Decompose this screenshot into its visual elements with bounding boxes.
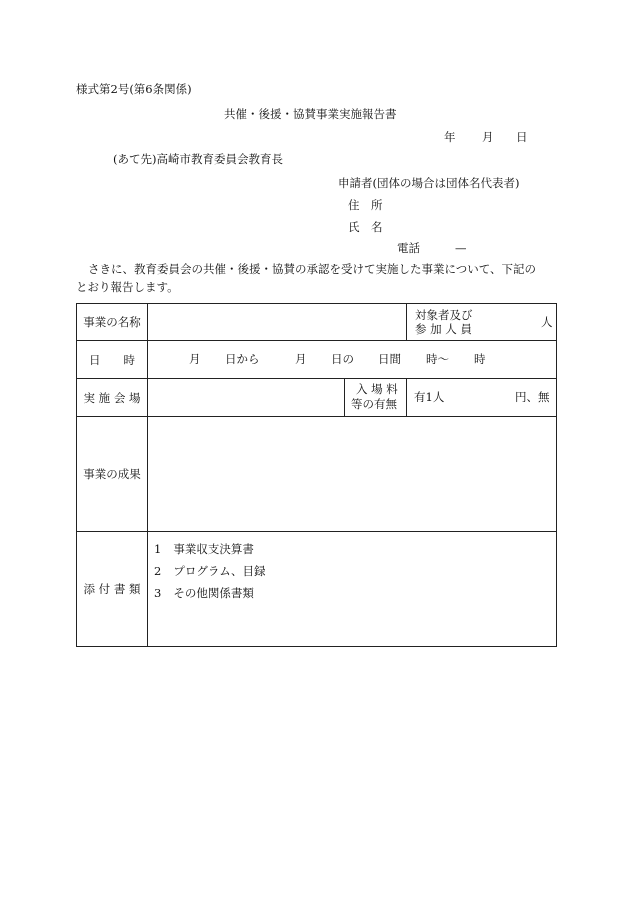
datetime-month-2: 月 <box>295 352 307 366</box>
name-label: 氏 名 <box>348 220 383 234</box>
event-name-label: 事業の名称 <box>77 304 148 341</box>
datetime-day-from: 日から <box>225 352 260 366</box>
document-title: 共催・後援・協賛事業実施報告書 <box>224 107 397 121</box>
attachment-item <box>154 563 266 579</box>
attachments-list <box>148 532 557 647</box>
fee-field[interactable] <box>407 379 557 417</box>
fee-has: 有1人 <box>414 390 445 404</box>
datetime-days: 日間 <box>378 352 401 366</box>
participants-label-1: 対象者及び <box>415 308 473 322</box>
venue-row <box>77 379 557 417</box>
addressee: (あて先)高崎市教育委員会教育長 <box>113 152 283 166</box>
datetime-field[interactable] <box>148 341 557 379</box>
fee-label-2: 等の有無 <box>351 397 397 411</box>
participants-cell[interactable] <box>407 304 557 341</box>
date-year: 年 <box>444 130 456 144</box>
phone-dash: — <box>455 241 467 255</box>
intro-line-1: さきに、教育委員会の共催・後援・協賛の承認を受けて実施した事業について、下記の <box>88 262 537 276</box>
attachment-text: その他関係書類 <box>173 586 254 600</box>
results-row <box>77 417 557 532</box>
datetime-hour-from: 時〜 <box>426 352 449 366</box>
datetime-label: 日 時 <box>77 341 148 379</box>
results-label: 事業の成果 <box>77 417 148 532</box>
attachment-number: 1 <box>154 542 162 556</box>
datetime-day-of: 日の <box>331 352 354 366</box>
results-field[interactable] <box>148 417 557 532</box>
fee-yen-none: 円、無 <box>515 390 550 404</box>
participants-unit: 人 <box>541 315 553 329</box>
fee-label-cell <box>345 379 407 417</box>
attachment-item <box>154 541 254 557</box>
venue-label: 実 施 会 場 <box>77 379 148 417</box>
attachment-text: 事業収支決算書 <box>173 542 254 556</box>
attachment-item <box>154 585 254 601</box>
form-number: 様式第2号(第6条関係) <box>76 82 192 96</box>
attachments-row <box>77 532 557 647</box>
report-table <box>76 303 557 647</box>
phone-label: 電話 <box>397 241 420 255</box>
attachments-label: 添 付 書 類 <box>77 532 148 647</box>
date-day: 日 <box>516 130 528 144</box>
attachment-number: 2 <box>154 564 162 578</box>
attachment-text: プログラム、目録 <box>173 564 266 578</box>
datetime-month-1: 月 <box>189 352 201 366</box>
datetime-hour-to: 時 <box>474 352 486 366</box>
intro-line-2: とおり報告します。 <box>76 280 179 294</box>
participants-label-2: 参 加 人 員 <box>415 322 472 336</box>
venue-field[interactable] <box>148 379 345 417</box>
datetime-row <box>77 341 557 379</box>
applicant-label: 申請者(団体の場合は団体名代表者) <box>338 176 520 190</box>
attachment-number: 3 <box>154 586 162 600</box>
fee-label-1: 入 場 料 <box>356 382 398 396</box>
event-name-field[interactable] <box>148 304 407 341</box>
date-month: 月 <box>482 130 494 144</box>
event-name-row <box>77 304 557 341</box>
address-label: 住 所 <box>348 198 383 212</box>
